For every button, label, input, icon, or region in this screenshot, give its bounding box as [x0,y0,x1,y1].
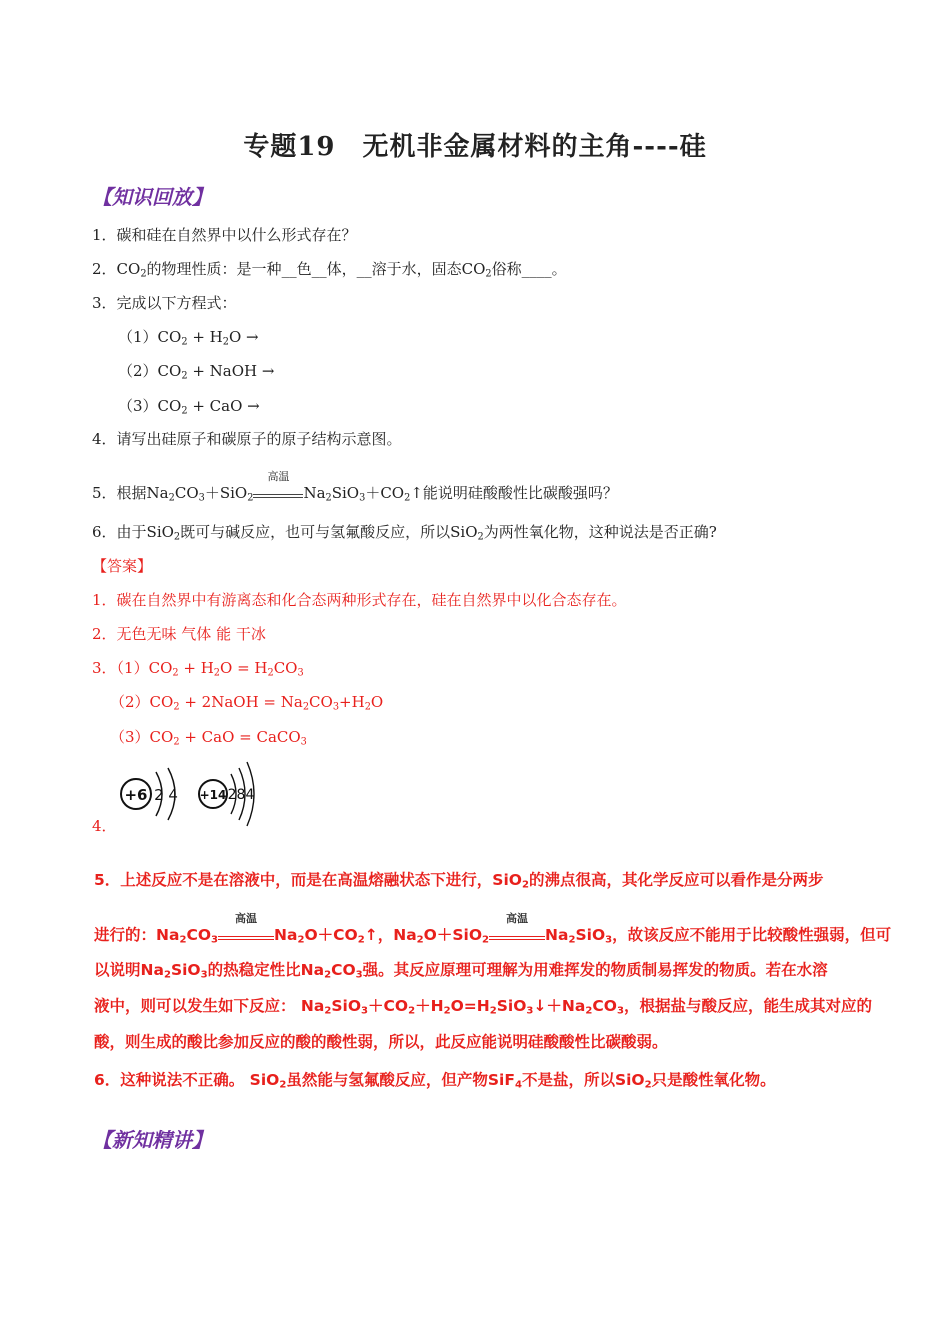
question-2: 2．$CO_2$的物理性质：是一种__色__体，__溶于水，固态$CO_2$俗称____。 [92,260,567,280]
answer-reaction-condition-2: 高温 [489,930,545,940]
answer-5-line-3: 以说明$Na_2SiO_3$的热稳定性比$Na_2CO_3$强。其反应原理可理解为用难挥发的物质制易挥发的物质。若在水溶 [94,961,828,981]
silicon-atom-diagram [199,762,254,826]
answer-5-line-2: 进行的：$Na_2CO_3$ 高温 $Na_2O+CO_2↑$，$Na_2O+SiO_2$ 高温 $Na_2SiO_3$，故该反应不能用于比较酸性强弱，但可 [94,912,892,946]
question-3-1: $(1)CO_2 + H_2O$ → [118,328,259,348]
silicon-shell-electrons: 284 [227,787,255,803]
answer-5-line-1: 5．上述反应不是在溶液中，而是在高温熔融状态下进行，SiO$_2$的沸点很高，其化学反应可以看作是分两步 [94,871,824,891]
answer-3-1: 3．$(1)CO_2 + H_2O = H_2CO_3$ [92,659,304,679]
answer-6: 6．这种说法不正确。 SiO$_2$虽然能与氢氟酸反应，但产物SiF$_4$不是盐，所以SiO$_2$只是酸性氧化物。 [94,1071,776,1091]
answer-1: 1．碳在自然界中有游离态和化合态两种形式存在，硅在自然界中以化合态存在。 [92,591,627,609]
question-3: 3．完成以下方程式： [92,294,237,312]
answer-label: 【答案】 [92,557,153,575]
silicon-nucleus-label: +14 [199,788,227,802]
question-3-2: $(2)CO_2$ + NaOH → [118,362,275,382]
question-5: 5．根据$Na_2CO_3+SiO_2$ 高温 $Na_2SiO_3+CO_2↑$能说明硅酸酸性比碳酸强吗？ [92,470,618,504]
carbon-shell-electrons: 2 4 [154,786,178,804]
answer-reaction-condition-1: 高温 [218,930,274,940]
question-3-3: $(3)CO_2$ + CaO → [118,397,260,417]
section-new-heading: 【新知精讲】 [92,1128,212,1152]
carbon-nucleus-label: +6 [124,786,148,804]
answer-4-label: 4． [92,817,117,835]
question-1: 1．碳和硅在自然界中以什么形式存在？ [92,226,357,244]
reaction-condition: 高温 [253,488,303,498]
page-title: 专题19 无机非金属材料的主角----硅 [243,132,707,162]
answer-2: 2．无色无味 气体 能 干冰 [92,625,266,643]
question-4: 4．请写出硅原子和碳原子的原子结构示意图。 [92,430,402,448]
question-6: 6．由于SiO$_2$既可与碱反应，也可与氢氟酸反应，所以SiO$_2$为两性氧化物，这种说法是否正确? [92,523,717,543]
answer-3-2: $(2)CO_2$ + 2NaOH = $Na_2CO_3+H_2O$ [110,693,384,713]
answer-3-3: $(3)CO_2$ + CaO = CaCO$_3$ [110,728,307,748]
section-review-heading: 【知识回放】 [92,185,212,209]
answer-5-line-5: 酸，则生成的酸比参加反应的酸的酸性弱，所以，此反应能说明硅酸酸性比碳酸弱。 [94,1033,668,1051]
answer-5-line-4: 液中，则可以发生如下反应： $Na_2SiO_3+CO_2+H_2O=H_2SiO_3↓+Na_2CO_3$，根据盐与酸反应，能生成其对应的 [94,997,872,1017]
atom-structure-diagrams [110,754,270,834]
carbon-atom-diagram [121,768,178,820]
